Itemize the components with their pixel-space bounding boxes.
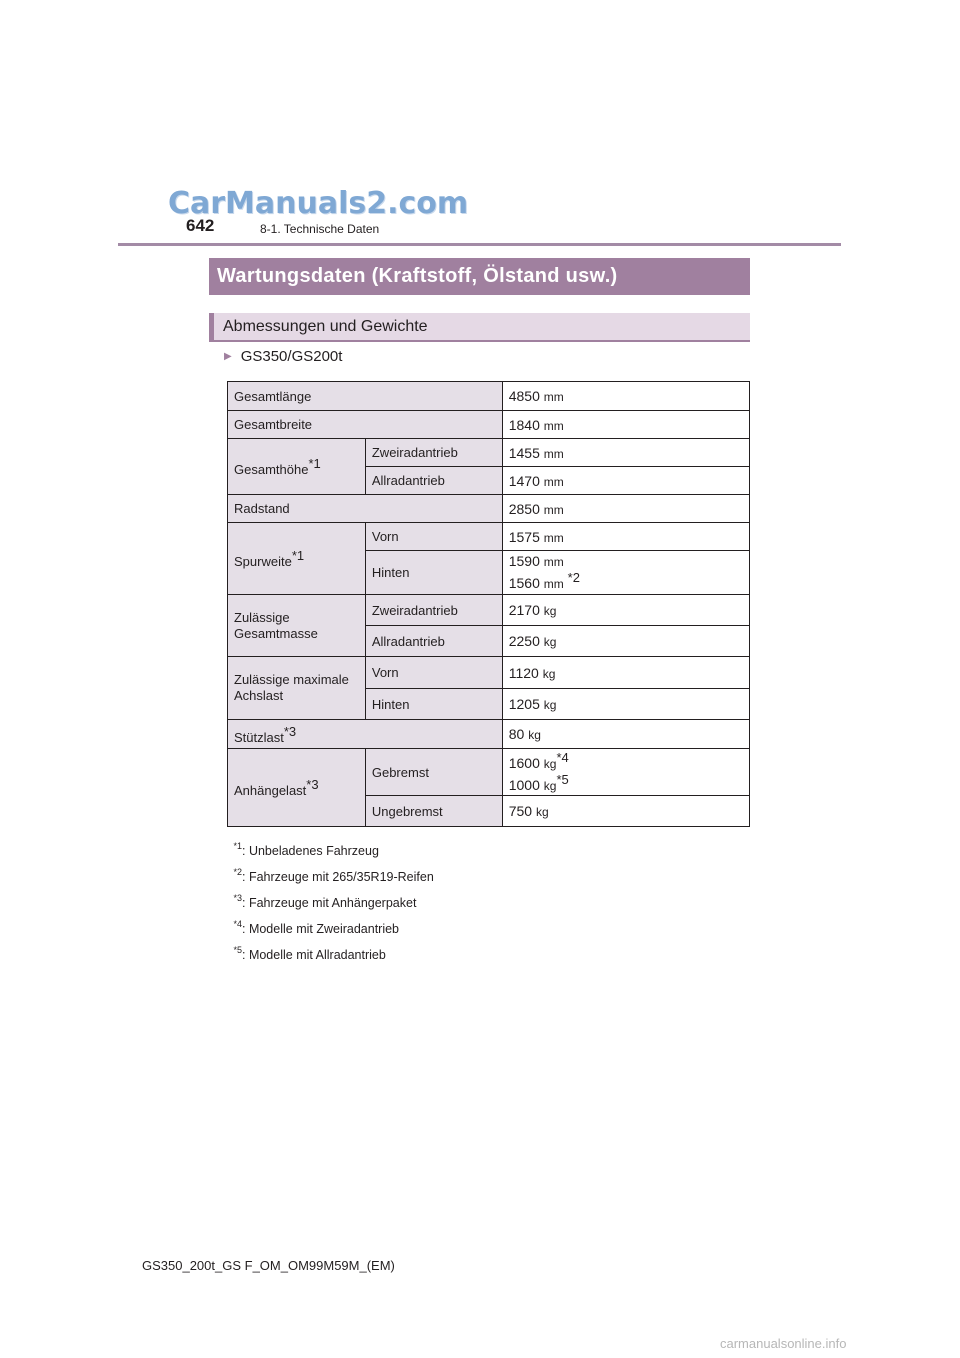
model-heading bbox=[224, 348, 342, 365]
row-sublabel: Allradantrieb bbox=[365, 467, 502, 495]
row-label: Gesamthöhe$^{*1}$ bbox=[228, 439, 366, 495]
row-value: 1590 mm 1560 mm $^{*2}$ bbox=[502, 551, 749, 595]
document-footer: GS350_200t_GS F_OM_OM99M59M_(EM) bbox=[142, 1258, 395, 1273]
row-label: Anhängelast$^{*3}$ bbox=[228, 749, 366, 827]
page-number: 642 bbox=[186, 216, 215, 235]
row-sublabel: Ungebremst bbox=[365, 796, 502, 827]
row-value: 1455 mm bbox=[502, 439, 749, 467]
row-sublabel: Hinten bbox=[365, 551, 502, 595]
row-sublabel: Zweiradantrieb bbox=[365, 595, 502, 626]
table-row bbox=[228, 657, 750, 689]
row-label: Gesamtbreite bbox=[228, 411, 503, 439]
table-row bbox=[228, 382, 750, 411]
section-title: Wartungsdaten (Kraftstoff, Ölstand usw.) bbox=[209, 258, 750, 295]
row-label: Gesamtlänge bbox=[228, 382, 503, 411]
row-sublabel: Vorn bbox=[365, 523, 502, 551]
row-value: 2850 mm bbox=[502, 495, 749, 523]
row-value: 1840 mm bbox=[502, 411, 749, 439]
row-value: 80 kg bbox=[502, 720, 749, 749]
footnote: $^{*4}$: Modelle mit Zweiradantrieb bbox=[233, 919, 400, 936]
row-label: Stützlast$^{*3}$ bbox=[228, 720, 503, 749]
table-row bbox=[228, 495, 750, 523]
model-name: GS350/GS200t bbox=[240, 348, 343, 365]
row-sublabel: Vorn bbox=[365, 657, 502, 689]
row-sublabel: Zweiradantrieb bbox=[365, 439, 502, 467]
row-value: 1120 kg bbox=[502, 657, 749, 689]
row-label: Spurweite$^{*1}$ bbox=[228, 523, 366, 595]
table-row bbox=[228, 749, 750, 796]
header-rule bbox=[118, 243, 841, 246]
row-value: 1600 $kg^{*4}$ 1000 $kg^{*5}$ bbox=[502, 749, 749, 796]
table-row bbox=[228, 720, 750, 749]
row-label: Radstand bbox=[228, 495, 503, 523]
footnote: $^{*2}$: Fahrzeuge mit 265/35R19-Reifen bbox=[233, 867, 434, 884]
watermark-url: carmanualsonline.info bbox=[720, 1336, 847, 1351]
row-value: 4850 mm bbox=[502, 382, 749, 411]
footnote: $^{*5}$: Modelle mit Allradantrieb bbox=[233, 945, 386, 962]
row-label: Zulässige Gesamtmasse bbox=[228, 595, 366, 657]
row-sublabel: Gebremst bbox=[365, 749, 502, 796]
table-row bbox=[228, 439, 750, 467]
footnote: $^{*1}$: Unbeladenes Fahrzeug bbox=[233, 841, 379, 858]
row-value: 750 kg bbox=[502, 796, 749, 827]
footnotes bbox=[220, 833, 434, 963]
row-value: 1575 mm bbox=[502, 523, 749, 551]
subsection-title: Abmessungen und Gewichte bbox=[209, 313, 750, 342]
watermark-logo: CarManuals2.com bbox=[168, 186, 469, 221]
footnote: $^{*3}$: Fahrzeuge mit Anhängerpaket bbox=[233, 893, 417, 910]
row-value: 2250 kg bbox=[502, 626, 749, 657]
row-sublabel: Hinten bbox=[365, 689, 502, 720]
row-label: Zulässige maximale Achslast bbox=[228, 657, 366, 720]
row-value: 1205 kg bbox=[502, 689, 749, 720]
row-value: 1470 mm bbox=[502, 467, 749, 495]
row-sublabel: Allradantrieb bbox=[365, 626, 502, 657]
table-row bbox=[228, 523, 750, 551]
triangle-bullet-icon: ▶ bbox=[224, 351, 232, 362]
table-row bbox=[228, 595, 750, 626]
dimensions-weights-table bbox=[227, 381, 750, 827]
table-row bbox=[228, 411, 750, 439]
section-reference: 8-1. Technische Daten bbox=[260, 222, 380, 236]
row-value: 2170 kg bbox=[502, 595, 749, 626]
